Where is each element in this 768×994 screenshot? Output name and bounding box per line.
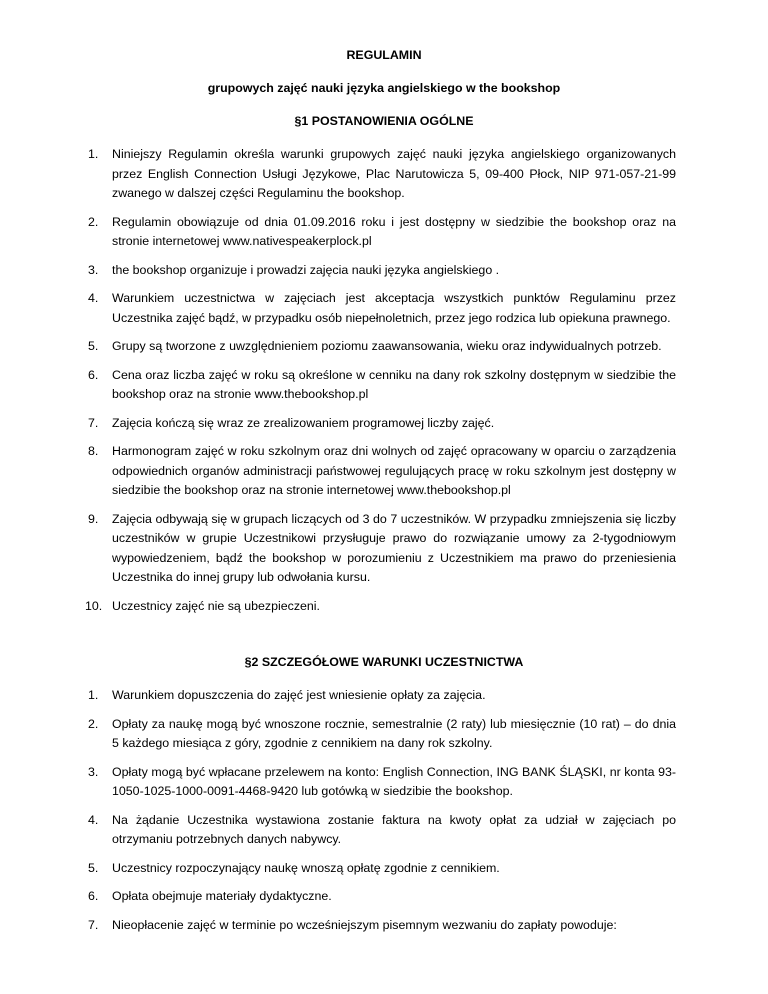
item-number: 3.	[88, 262, 99, 277]
section2-heading: §2 SZCZEGÓŁOWE WARUNKI UCZESTNICTWA	[244, 655, 524, 669]
item-number: 9.	[88, 511, 99, 526]
item-number: 4.	[88, 291, 99, 305]
item-number: 1.	[88, 147, 99, 161]
list-item	[88, 859, 676, 879]
item-number: 7.	[88, 917, 99, 932]
item-text: Warunkiem dopuszczenia do zajęć jest wniesienie opłaty za zajęcia.	[112, 688, 486, 702]
item-number: 1.	[88, 688, 99, 702]
list-item	[88, 811, 676, 850]
item-text: Niniejszy Regulamin określa warunki grupowych zajęć nauki języka angielskiego organizowanych przez English Connection Usługi Językowe, Plac Narutowicza 5, 09-400 Płock, NIP 971-057-21-99 zwanego w dalszej części Regulaminu the bookshop.	[112, 147, 676, 200]
list-item	[88, 916, 676, 936]
item-number: 2.	[88, 716, 99, 731]
list-item	[88, 213, 676, 252]
item-text: Opłaty mogą być wpłacane przelewem na konto: English Connection, ING BANK ŚLĄSKI, nr konta 93-1050-1025-1000-0091-4468-9420 lub gotówką w siedzibie the bookshop.	[112, 764, 676, 798]
item-text: Uczestnicy zajęć nie są ubezpieczeni.	[112, 598, 320, 613]
list-item	[88, 442, 676, 501]
list-item	[85, 597, 676, 617]
item-text: Uczestnicy rozpoczynający naukę wnoszą opłatę zgodnie z cennikiem.	[112, 860, 500, 875]
list-item	[88, 337, 676, 357]
list-item	[88, 763, 676, 802]
item-number: 6.	[88, 367, 99, 382]
item-text: Zajęcia kończą się wraz ze zrealizowaniem programowej liczby zajęć.	[112, 415, 495, 430]
item-number: 7.	[88, 415, 99, 430]
item-text: Regulamin obowiązuje od dnia 01.09.2016 roku i jest dostępny w siedzibie the bookshop oraz na stronie internetowej www.nativespeakerplock.pl	[112, 214, 676, 248]
list-item	[88, 686, 676, 706]
item-number: 8.	[88, 444, 99, 458]
item-text: Grupy są tworzone z uwzględnieniem poziomu zaawansowania, wieku oraz indywidualnych potrzeb.	[112, 339, 662, 353]
item-number: 10.	[85, 598, 103, 613]
item-number: 5.	[88, 339, 99, 353]
item-text: Zajęcia odbywają się w grupach liczących od 3 do 7 uczestników. W przypadku zmniejszenia się liczby uczestników w grupie Uczestnikowi przysługuje prawo do rozwiązanie umowy za 2-tygodniowym wypowiedzeniem, bądź the bookshop w porozumieniu z Uczestnikiem ma prawo do przeniesienia Uczestnika do innej grupy lub odwołania kursu.	[112, 511, 676, 584]
document-subtitle: grupowych zajęć nauki języka angielskiego w the bookshop	[207, 81, 561, 95]
item-text: Opłaty za naukę mogą być wnoszone rocznie, semestralnie (2 raty) lub miesięcznie (10 rat) – do dnia 5 każdego miesiąca z góry, zgodnie z cennikiem na dany rok szkolny.	[112, 716, 676, 750]
list-item	[88, 715, 676, 754]
item-text: Warunkiem uczestnictwa w zajęciach jest akceptacja wszystkich punktów Regulaminu przez Uczestnika zajęć bądź, w przypadku osób niepełnoletnich, przez jego rodzica lub opiekuna prawnego.	[112, 291, 676, 325]
section1-heading: §1 POSTANOWIENIA OGÓLNE	[294, 114, 474, 128]
document-title: REGULAMIN	[346, 48, 422, 62]
list-item	[88, 366, 676, 405]
list-item	[88, 145, 676, 204]
item-number: 5.	[88, 860, 99, 875]
item-text: Opłata obejmuje materiały dydaktyczne.	[112, 889, 332, 903]
list-item	[88, 261, 676, 281]
item-text: Nieopłacenie zajęć w terminie po wcześniejszym pisemnym wezwaniu do zapłaty powoduje:	[112, 917, 617, 932]
item-number: 3.	[88, 764, 99, 779]
list-item	[88, 414, 676, 434]
section1-list	[85, 145, 676, 625]
item-number: 6.	[88, 889, 99, 903]
section2-list	[88, 686, 676, 944]
list-item	[88, 289, 676, 328]
item-text: Na żądanie Uczestnika wystawiona zostanie faktura na kwoty opłat za udział w zajęciach po otrzymaniu potrzebnych danych nabywcy.	[112, 812, 676, 846]
list-item	[88, 887, 676, 907]
item-number: 2.	[88, 214, 99, 229]
item-text: the bookshop organizuje i prowadzi zajęcia nauki języka angielskiego .	[112, 262, 500, 277]
item-text: Harmonogram zajęć w roku szkolnym oraz dni wolnych od zajęć opracowany w oparciu o zarządzenia odpowiednich organów administracji państwowej regulujących pracę w roku szkolnym jest dostępny w siedzibie the bookshop oraz na stronie internetowej www.thebookshop.pl	[112, 444, 676, 497]
item-text: Cena oraz liczba zajęć w roku są określone w cenniku na dany rok szkolny dostępnym w siedzibie the bookshop oraz na stronie www.thebookshop.pl	[112, 367, 676, 401]
list-item	[88, 510, 676, 588]
item-number: 4.	[88, 812, 99, 827]
